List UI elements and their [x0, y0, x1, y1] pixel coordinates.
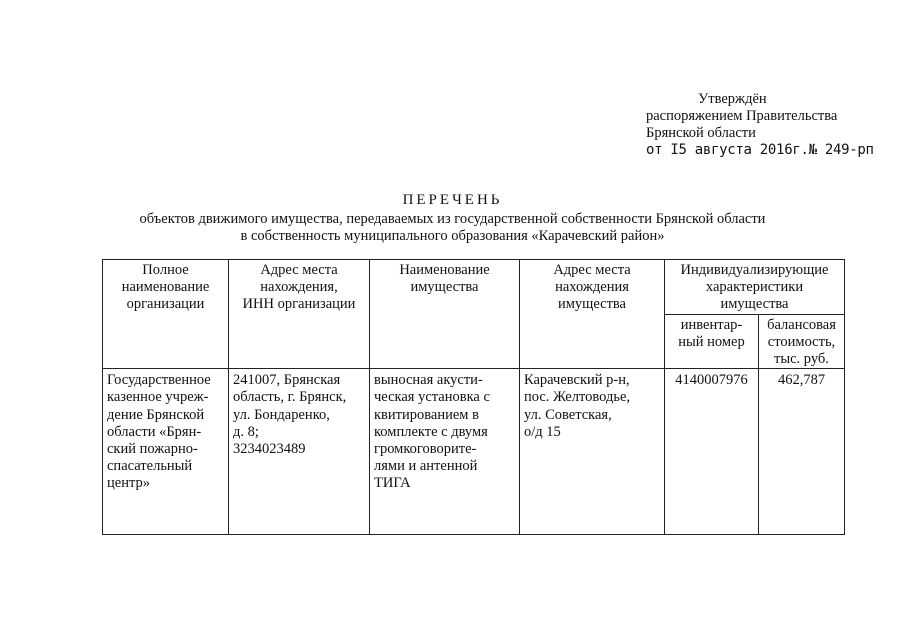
approval-region: Брянской области — [646, 125, 756, 141]
text-line: ный номер — [678, 333, 745, 350]
text-line: имущества — [410, 279, 479, 296]
text-line: имущества — [557, 296, 626, 313]
header-property-name — [370, 260, 520, 369]
text-line: инвентар- — [680, 316, 743, 333]
text-line: 241007, Брянская — [233, 372, 341, 389]
table-row — [103, 369, 845, 535]
text-line: квитированием в — [374, 406, 479, 423]
header-balance-value — [759, 314, 845, 369]
document-title: ПЕРЕЧЕНЬ — [402, 192, 503, 208]
text-line: о/д 15 — [524, 423, 561, 440]
text-line: область, г. Брянск, — [233, 389, 347, 406]
header-inventory-number — [665, 314, 759, 369]
text-line: выносная акусти- — [374, 372, 483, 389]
text-line: дение Брянской — [107, 406, 205, 423]
header-property-address — [520, 260, 665, 369]
text-line: организации — [126, 296, 205, 313]
header-characteristics — [665, 260, 845, 315]
cell-balance-value: 462,787 — [759, 369, 845, 535]
text-line: балансовая — [767, 316, 836, 333]
cell-inventory-number: 4140007976 — [665, 369, 759, 535]
text-line: нахождения, — [260, 279, 338, 296]
cell-property-address — [520, 369, 665, 535]
approval-heading: Утверждён — [698, 91, 767, 107]
header-org-name — [103, 260, 229, 369]
subtitle-line-2: в собственность муниципального образования «Карачевский район» — [240, 228, 665, 244]
text-line: ул. Бондаренко, — [233, 406, 330, 423]
text-line: стоимость, — [767, 333, 836, 350]
text-line: Адрес места — [553, 262, 631, 278]
cell-org-name — [103, 369, 229, 535]
text-line: Карачевский р-н, — [524, 372, 630, 389]
text-line: казенное учреж- — [107, 389, 209, 406]
text-line: лями и антенной — [374, 458, 478, 475]
cell-property-name — [370, 369, 520, 535]
text-line: д. 8; — [233, 423, 259, 440]
text-line: Наименование — [399, 262, 490, 278]
approval-stamp — [646, 91, 874, 159]
text-line: ческая установка с — [374, 389, 490, 406]
text-line: тыс. руб. — [774, 351, 829, 368]
text-line: Индивидуализирующие — [680, 262, 829, 278]
text-line: громкоговорите- — [374, 441, 477, 458]
text-line: комплекте с двумя — [374, 423, 488, 440]
subtitle-line-1: объектов движимого имущества, передаваемых из государственной собственности Брянской области — [139, 211, 766, 227]
text-line: наименование — [121, 279, 210, 296]
text-line: пос. Желтоводье, — [524, 389, 631, 406]
text-line: Адрес места — [260, 262, 338, 278]
document-subtitle — [0, 211, 905, 245]
text-line: нахождения — [555, 279, 629, 296]
text-line: ТИГА — [374, 475, 411, 492]
text-line: Государственное — [107, 372, 211, 389]
cell-org-address — [229, 369, 370, 535]
approval-date-number: от I5 августа 2016г.№ 249-рп — [646, 142, 874, 158]
text-line: имущества — [720, 296, 789, 313]
text-line: 3234023489 — [233, 441, 306, 458]
text-line: ский пожарно- — [107, 441, 198, 458]
property-table — [102, 259, 845, 535]
text-line: ИНН организации — [242, 296, 356, 313]
approval-authority: распоряжением Правительства — [646, 108, 838, 124]
text-line: Полное — [142, 262, 189, 278]
text-line: области «Брян- — [107, 423, 202, 440]
text-line: характеристики — [705, 279, 804, 296]
text-line: ул. Советская, — [524, 406, 612, 423]
text-line: центр» — [107, 475, 150, 492]
text-line: спасательный — [107, 458, 193, 475]
header-org-address — [229, 260, 370, 369]
